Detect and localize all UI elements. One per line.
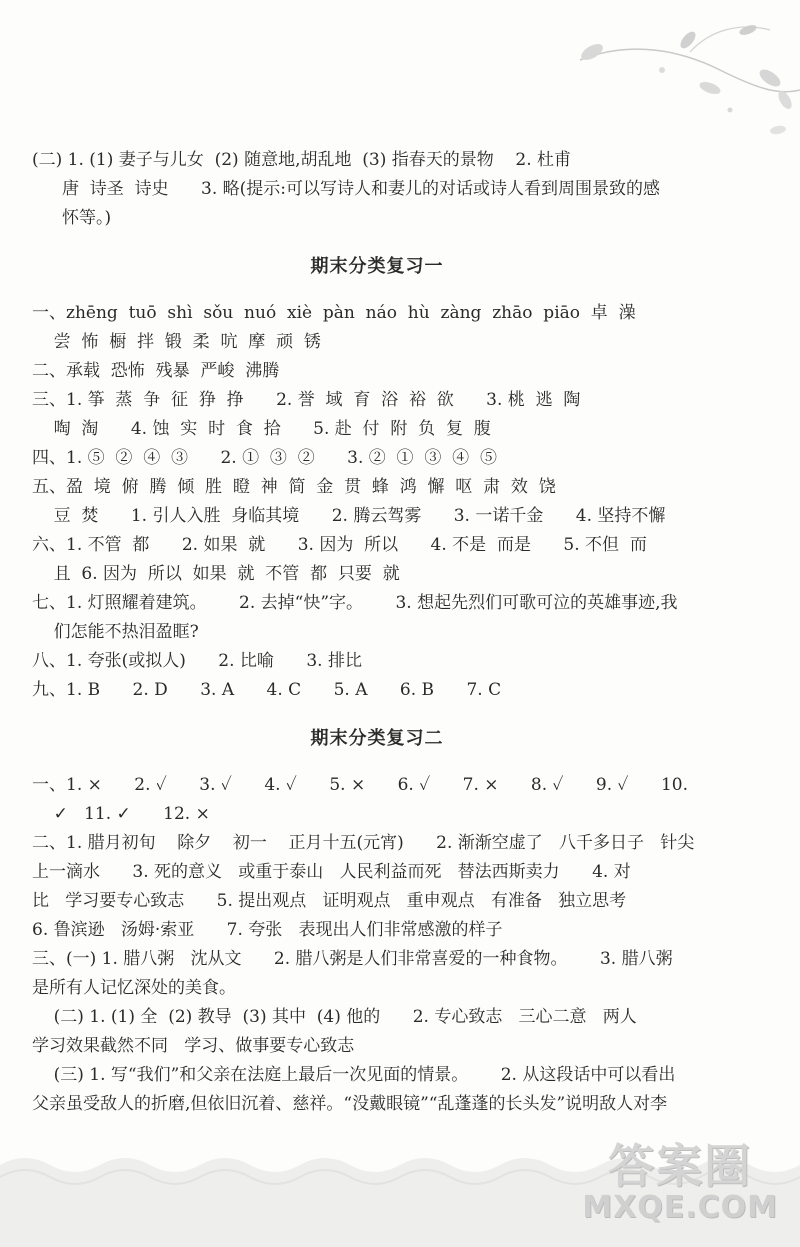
text-line: 一、zhēng tuō shì sǒu nuó xiè pàn náo hù zàng zhāo piāo 卓 澡 [32, 303, 636, 323]
watermark-logo-text: 答案圈 [608, 1139, 753, 1193]
branch-decoration [570, 0, 800, 160]
text-line: 唐 诗圣 诗史 3. 略(提示:可以写诗人和妻儿的对话或诗人看到周围景致的感 [62, 179, 661, 199]
text-line: 六、1. 不管 都 2. 如果 就 3. 因为 所以 4. 不是 而是 5. 不但 而 [32, 535, 647, 555]
review1-answers [32, 299, 722, 705]
text-line: 啕 淘 4. 蚀 实 时 食 拾 5. 赴 付 附 负 复 腹 [32, 419, 491, 439]
top-section [32, 146, 722, 233]
text-line: 九、1. B 2. D 3. A 4. C 5. A 6. B 7. C [32, 680, 502, 700]
text-line: 一、1. × 2. ✓ 3. ✓ 4. ✓ 5. × 6. ✓ 7. × 8. ✓ 9. ✓ 10. [32, 775, 688, 795]
text-line: 尝 怖 橱 拌 锻 柔 吭 摩 顽 锈 [32, 332, 321, 352]
text-line: 怀等。) [62, 208, 112, 228]
text-line: 且 6. 因为 所以 如果 就 不管 都 只要 就 [32, 564, 400, 584]
text-line: ✓ 11. ✓ 12. × [32, 804, 210, 824]
text-line: 上一滴水 3. 死的意义 或重于泰山 人民利益而死 替法西斯卖力 4. 对 [32, 862, 631, 882]
text-line: 三、1. 筝 蒸 争 征 狰 挣 2. 誉 域 育 浴 裕 欲 3. 桃 逃 陶 [32, 390, 581, 410]
text-line: 二、承载 恐怖 残暴 严峻 沸腾 [32, 361, 280, 381]
text-line: 们怎能不热泪盈眶? [32, 622, 199, 642]
site-watermark [582, 1141, 778, 1225]
text-line: 四、1. ⑤ ② ④ ③ 2. ① ③ ② 3. ② ① ③ ④ ⑤ [32, 448, 497, 468]
watermark-url: MXQE.COM [582, 1190, 778, 1225]
text-line: 三、(一) 1. 腊八粥 沈从文 2. 腊八粥是人们非常喜爱的一种食物。 3. 腊八粥 [32, 949, 673, 969]
review2-answers [32, 771, 722, 1119]
text-line: 6. 鲁滨逊 汤姆·索亚 7. 夸张 表现出人们非常感激的样子 [32, 920, 503, 940]
answer-content [32, 146, 722, 1119]
section-title: 期末分类复习二 [310, 728, 444, 749]
text-line: (二) 1. (1) 妻子与儿女 (2) 随意地,胡乱地 (3) 指春天的景物 2. 杜甫 [32, 150, 572, 170]
text-line: (二) 1. (1) 全 (2) 教导 (3) 其中 (4) 他的 2. 专心致志 三心二意 两人 [32, 1007, 637, 1027]
text-line: 是所有人记忆深处的美食。 [32, 978, 236, 998]
text-line: 七、1. 灯照耀着建筑。 2. 去掉“快”字。 3. 想起先烈们可歌可泣的英雄事迹,我 [32, 593, 678, 613]
text-line: 八、1. 夸张(或拟人) 2. 比喻 3. 排比 [32, 651, 362, 671]
text-line: (三) 1. 写“我们”和父亲在法庭上最后一次见面的情景。 2. 从这段话中可以看出 [32, 1065, 676, 1085]
text-line: 五、盈 境 俯 腾 倾 胜 瞪 神 简 金 贯 蜂 鸿 懈 呕 肃 效 饶 [32, 477, 556, 497]
text-line: 父亲虽受敌人的折磨,但依旧沉着、慈祥。“没戴眼镜”“乱蓬蓬的长头发”说明敌人对李 [32, 1094, 668, 1114]
text-line: 二、1. 腊月初旬 除夕 初一 正月十五(元宵) 2. 渐渐空虚了 八千多日子 针尖 [32, 833, 695, 853]
text-line: 比 学习要专心致志 5. 提出观点 证明观点 重申观点 有准备 独立思考 [32, 891, 627, 911]
section-title: 期末分类复习一 [310, 256, 444, 277]
text-line: 豆 焚 1. 引人入胜 身临其境 2. 腾云驾雾 3. 一诺千金 4. 坚持不懈 [32, 506, 666, 526]
text-line: 学习效果截然不同 学习、做事要专心致志 [32, 1036, 355, 1056]
